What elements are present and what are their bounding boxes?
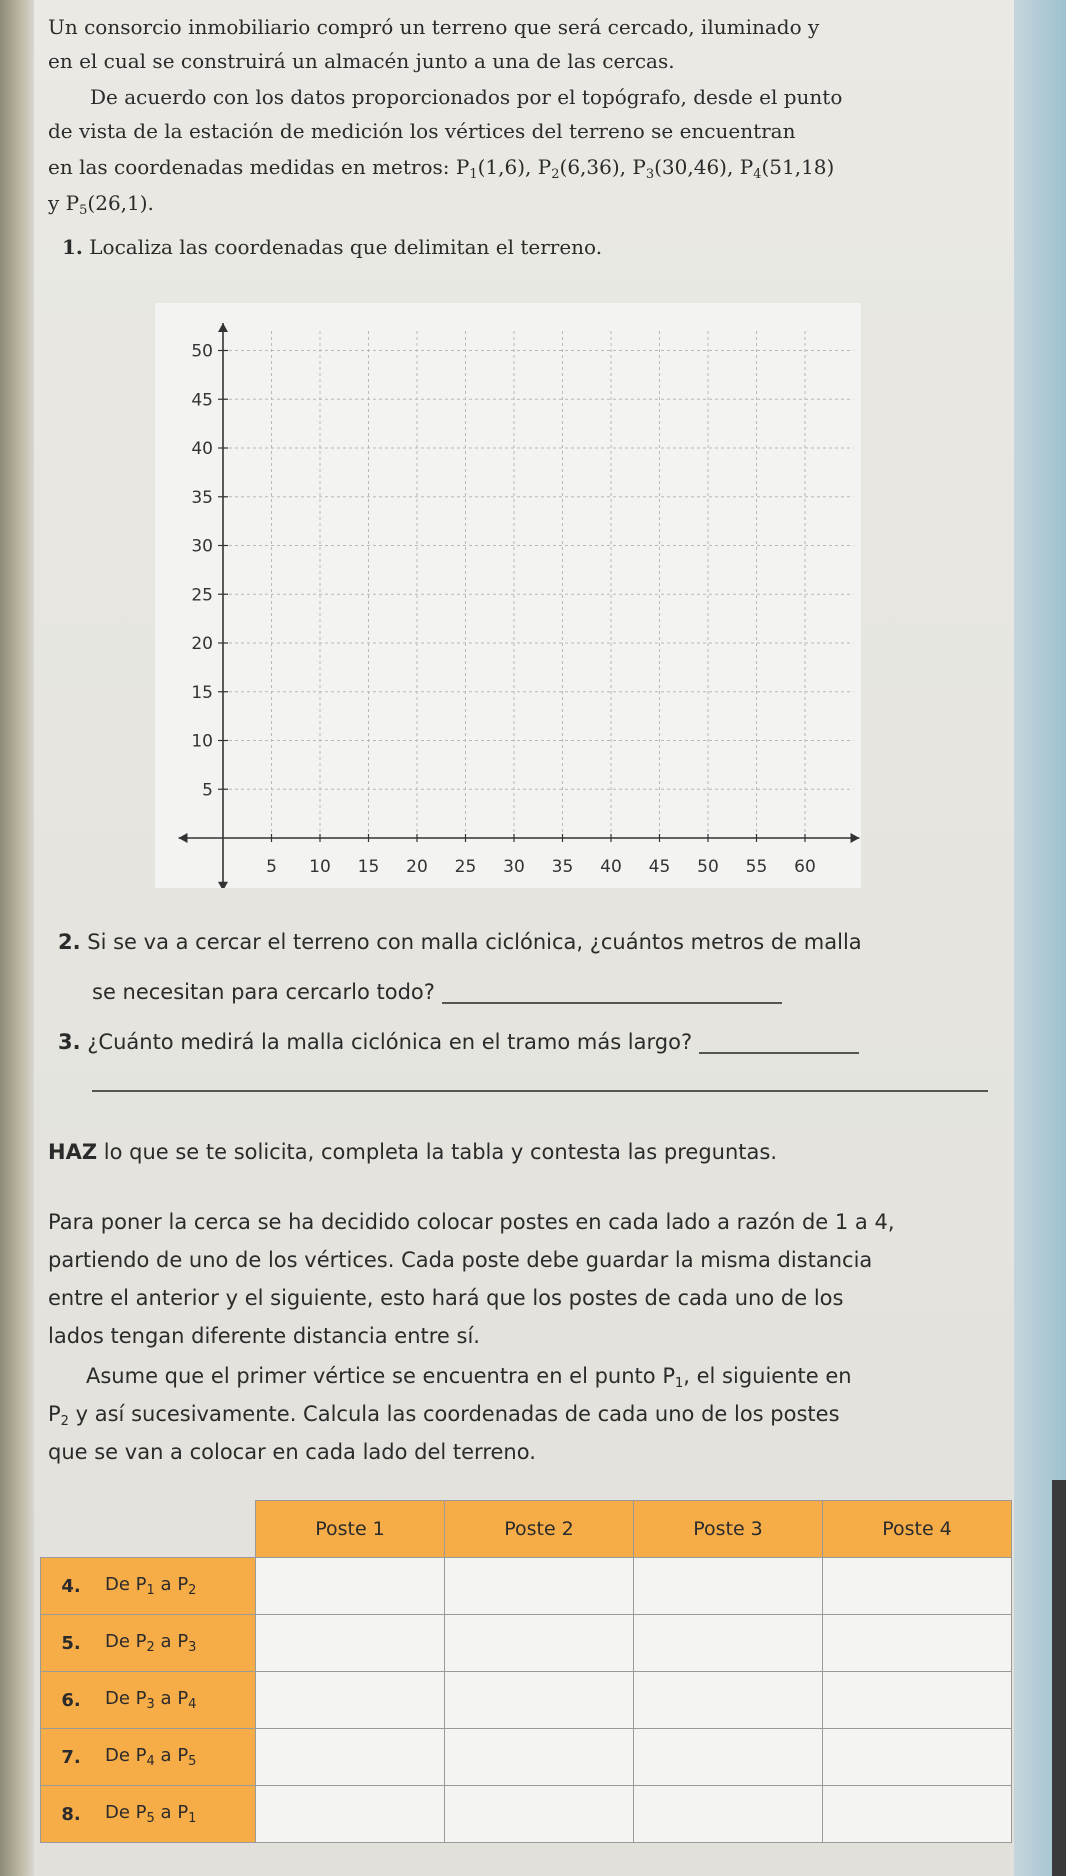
intro-line-6: y $P_5(26,1)$. <box>48 191 154 218</box>
x-tick-label: 15 <box>357 857 380 877</box>
answer-blank-2[interactable] <box>442 980 782 1004</box>
row-label: De $P_4$ a $P_5$ <box>101 1729 256 1786</box>
answer-cell[interactable] <box>634 1729 823 1786</box>
table-row <box>41 1729 1012 1786</box>
y-tick-label: 35 <box>191 487 213 508</box>
row-label: De $P_1$ a $P_2$ <box>101 1558 256 1615</box>
answer-cell[interactable] <box>823 1615 1012 1672</box>
x-tick-label: 25 <box>454 857 477 877</box>
row-label: De $P_3$ a $P_4$ <box>101 1672 256 1729</box>
x-tick-label: 60 <box>794 857 816 877</box>
y-axis-arrow-down <box>218 882 228 888</box>
answer-cell[interactable] <box>634 1558 823 1615</box>
header-poste-1: Poste 1 <box>256 1501 445 1558</box>
y-tick-label: 20 <box>191 634 213 654</box>
row-number: 5. <box>41 1615 102 1672</box>
header-poste-4: Poste 4 <box>823 1501 1012 1558</box>
answer-cell[interactable] <box>256 1672 445 1729</box>
answer-cell[interactable] <box>256 1729 445 1786</box>
y-tick-label: 25 <box>191 585 213 606</box>
intro-line-1: Un consorcio inmobiliario compró un terreno que será cercado, iluminado y <box>48 15 820 39</box>
intro-line-2: en el cual se construirá un almacén junto a una de las cercas. <box>48 49 675 73</box>
answer-cell[interactable] <box>445 1558 634 1615</box>
table-row <box>41 1672 1012 1729</box>
para2-line-2: $P_2$ y así sucesivamente. Calcula las coordenadas de cada uno de los postes <box>48 1402 840 1429</box>
y-tick-label: 30 <box>191 536 213 557</box>
answer-cell[interactable] <box>256 1615 445 1672</box>
x-tick-label: 45 <box>648 857 671 877</box>
x-tick-label: 35 <box>551 857 574 877</box>
answer-blank-3b[interactable] <box>92 1068 988 1092</box>
row-number: 7. <box>41 1729 102 1786</box>
x-tick-label: 40 <box>600 857 622 877</box>
para2-line-1: Asume que el primer vértice se encuentra en el punto $P_1$, el siguiente en <box>86 1364 852 1391</box>
answer-cell[interactable] <box>634 1615 823 1672</box>
answer-cell[interactable] <box>823 1729 1012 1786</box>
posts-table <box>40 1500 1012 1843</box>
table-row <box>41 1615 1012 1672</box>
y-axis-arrow-up <box>218 323 228 332</box>
question-2-line-1: 2. Si se va a cercar el terreno con malla ciclónica, ¿cuántos metros de malla <box>58 930 862 954</box>
para1-line-1: Para poner la cerca se ha decidido colocar postes en cada lado a razón de 1 a 4, <box>48 1210 895 1234</box>
row-label: De $P_5$ a $P_1$ <box>101 1786 256 1843</box>
intro-line-3: De acuerdo con los datos proporcionados por el topógrafo, desde el punto <box>90 85 843 109</box>
intro-line-4: de vista de la estación de medición los vértices del terreno se encuentran <box>48 119 796 143</box>
answer-cell[interactable] <box>445 1729 634 1786</box>
table-row <box>41 1558 1012 1615</box>
answer-cell[interactable] <box>823 1672 1012 1729</box>
x-tick-label: 55 <box>745 857 768 877</box>
answer-cell[interactable] <box>256 1786 445 1843</box>
row-number: 6. <box>41 1672 102 1729</box>
answer-cell[interactable] <box>634 1786 823 1843</box>
table-header-empty <box>41 1501 256 1558</box>
y-tick-label: 15 <box>191 682 213 703</box>
header-poste-2: Poste 2 <box>445 1501 634 1558</box>
x-axis-arrow-right <box>851 833 860 843</box>
intro-line-5: en las coordenadas medidas en metros: $P_1(1,6)$, $P_2(6,36)$, $P_3(30,46)$, $P_4(51,18)$ <box>48 155 835 182</box>
row-number: 4. <box>41 1558 102 1615</box>
y-tick-label: 5 <box>202 780 213 801</box>
haz-instruction: HAZ lo que se te solicita, completa la tabla y contesta las preguntas. <box>48 1140 777 1164</box>
coordinate-grid[interactable] <box>155 303 861 888</box>
answer-cell[interactable] <box>445 1672 634 1729</box>
x-tick-label: 10 <box>309 857 331 877</box>
y-tick-label: 10 <box>191 731 213 752</box>
y-tick-label: 40 <box>191 439 213 459</box>
grid-svg[interactable] <box>155 303 861 888</box>
para2-line-3: que se van a colocar en cada lado del terreno. <box>48 1440 536 1464</box>
row-label: De $P_2$ a $P_3$ <box>101 1615 256 1672</box>
question-3: 3. ¿Cuánto medirá la malla ciclónica en el tramo más largo? <box>58 1030 859 1054</box>
answer-cell[interactable] <box>634 1672 823 1729</box>
question-1: 1. Localiza las coordenadas que delimitan el terreno. <box>62 235 603 259</box>
answer-cell[interactable] <box>823 1558 1012 1615</box>
x-tick-label: 20 <box>406 857 428 877</box>
para1-line-4: lados tengan diferente distancia entre sí. <box>48 1324 480 1348</box>
x-axis-arrow-left <box>179 833 188 843</box>
x-tick-label: 5 <box>266 857 277 877</box>
x-tick-label: 30 <box>503 857 525 877</box>
page-left-edge <box>0 0 34 1876</box>
page-right-edge <box>1014 0 1066 1876</box>
table-header-row <box>41 1501 1012 1558</box>
y-tick-label: 50 <box>191 341 213 362</box>
answer-cell[interactable] <box>445 1615 634 1672</box>
answer-cell[interactable] <box>445 1786 634 1843</box>
para1-line-3: entre el anterior y el siguiente, esto hará que los postes de cada uno de los <box>48 1286 844 1310</box>
answer-blank-3a[interactable] <box>699 1030 859 1054</box>
answer-cell[interactable] <box>823 1786 1012 1843</box>
y-tick-label: 45 <box>191 390 213 411</box>
header-poste-3: Poste 3 <box>634 1501 823 1558</box>
answer-cell[interactable] <box>256 1558 445 1615</box>
row-number: 8. <box>41 1786 102 1843</box>
question-2-line-2: se necesitan para cercarlo todo? <box>92 980 782 1004</box>
x-tick-label: 50 <box>697 857 719 877</box>
table-row <box>41 1786 1012 1843</box>
para1-line-2: partiendo de uno de los vértices. Cada poste debe guardar la misma distancia <box>48 1248 873 1272</box>
